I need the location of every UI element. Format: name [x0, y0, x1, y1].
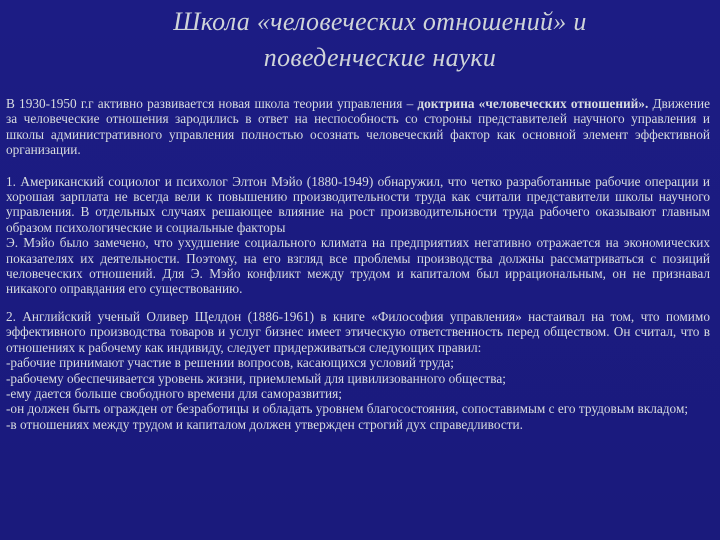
title-line-1: Школа «человеческих отношений» и — [173, 7, 587, 36]
slide-body — [6, 96, 710, 432]
rule-item: -в отношениях между трудом и капиталом должен утвержден строгий дух справедливости. — [6, 416, 523, 432]
section1-paragraph-2: Э. Мэйо было замечено, что ухудшение социального климата на предприятиях негативно отражается на экономических показателях их деятельности. Поэтому, на его взгляд все проблемы производства должны рассматриваться с позиций человеческих отношений. Для Э. Мэйо конфликт между трудом и капиталом был иррациональным, он не признавал никакого оправдания его существованию. — [6, 235, 710, 297]
rule-item: -он должен быть огражден от безработицы и обладать уровнем благосостояния, сопоставимым с его трудовым вкладом; — [6, 401, 689, 417]
intro-lead: В 1930-1950 г.г активно развивается новая школа теории управления – — [6, 96, 418, 111]
intro-rest: Движение за человеческие отношения зародились в ответ на неспособность со стороны представителей научного управления и школы административного управления полностью осознать человеческий фактор как основной элемент эффективной организации. — [6, 96, 710, 158]
slide-title — [80, 4, 680, 76]
title-line-2: поведенческие науки — [263, 43, 497, 72]
section2-paragraph-1: 2. Английский ученый Оливер Щелдон (1886-1961) в книге «Философия управления» настаивал на том, что помимо эффективного производства товаров и услуг бизнес имеет этическую ответственность перед обществом. Он считал, что в отношениях к рабочему как индивиду, следует придерживаться следующих правил: — [6, 308, 710, 355]
rule-item: -рабочему обеспечивается уровень жизни, приемлемый для цивилизованного общества; — [6, 370, 506, 386]
rule-item: -ему дается больше свободного времени для саморазвития; — [6, 385, 342, 401]
rule-item: -рабочие принимают участие в решении вопросов, касающихся условий труда; — [6, 355, 454, 371]
spacer — [6, 297, 710, 309]
section1-paragraph-1: 1. Американский социолог и психолог Элтон Мэйо (1880-1949) обнаружил, что четко разработанные рабочие операции и хорошая зарплата не всегда вели к повышению производительности труда как считали представители школы научного управления. В отдельных случаях решающее влияние на рост производительности труда рабочего оказывают главным образом психологические и социальные факторы — [6, 173, 710, 235]
spacer — [6, 158, 710, 174]
intro-bold-term: доктрина «человеческих отношений». — [417, 96, 649, 111]
intro-paragraph — [6, 96, 710, 158]
